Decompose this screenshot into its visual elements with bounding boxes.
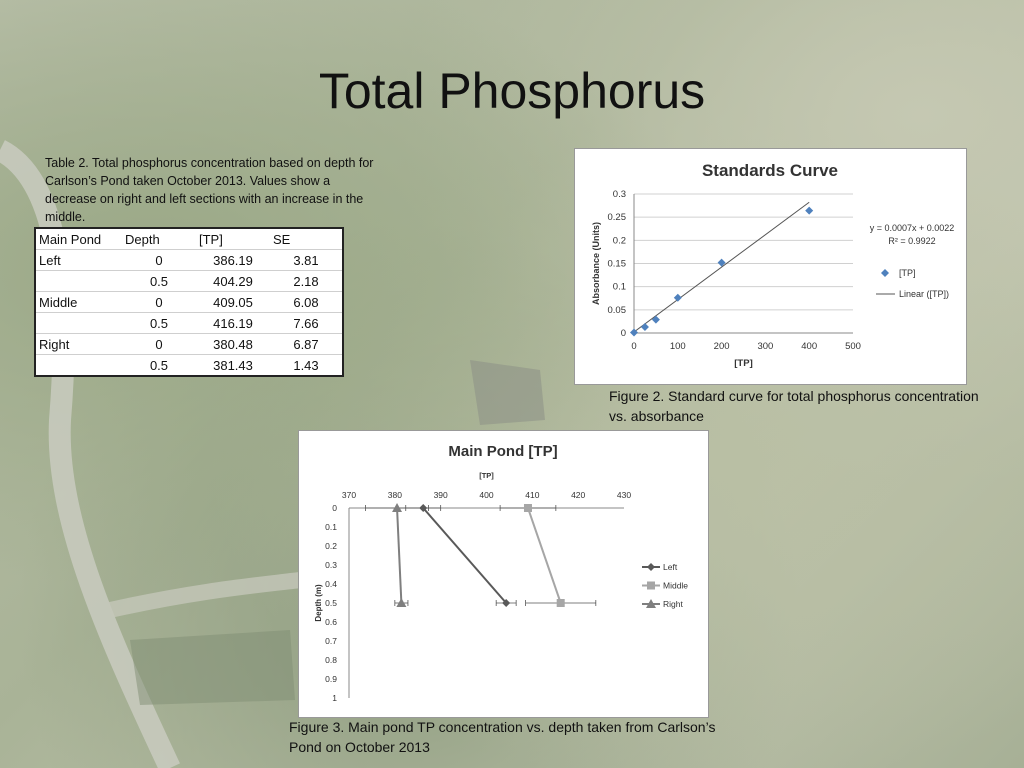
y-tick-label: 0.6 <box>325 617 337 627</box>
legend-label: Middle <box>663 580 689 591</box>
table-header-row <box>35 228 343 250</box>
standards-curve-chart-panel <box>574 148 967 385</box>
series-line <box>397 508 401 603</box>
x-tick-label: 420 <box>571 490 586 500</box>
trend-equation: y = 0.0007x + 0.0022 <box>869 223 955 233</box>
cell-tp: 409.05 <box>213 294 253 310</box>
x-tick-label: 400 <box>479 490 494 500</box>
x-tick-label: 100 <box>669 341 686 352</box>
y-tick-label: 0.3 <box>612 189 626 200</box>
y-tick-label: 0.1 <box>612 281 626 293</box>
y-tick-label: 0.25 <box>607 212 626 224</box>
series-line <box>528 508 561 603</box>
cell-depth: 0 <box>155 294 163 310</box>
col-header-tp: [TP] <box>199 231 223 247</box>
table-row <box>35 292 343 313</box>
cell-depth: 0 <box>155 252 163 268</box>
data-point <box>641 323 649 331</box>
figure-2-caption: Figure 2. Standard curve for total phosphorus concentration vs. absorbance <box>609 388 979 424</box>
cell-depth: 0.5 <box>149 357 169 373</box>
y-tick-label: 0.15 <box>607 258 626 270</box>
cell-depth: 0.5 <box>149 315 169 331</box>
cell-depth: 0 <box>155 336 163 352</box>
x-tick-label: 410 <box>525 490 540 500</box>
y-axis-label: Absorbance (Units) <box>591 221 601 306</box>
series-line <box>423 508 506 603</box>
y-tick-label: 0 <box>620 328 626 339</box>
table-caption: Table 2. Total phosphorus concentration based on depth for Carlson’s Pond taken October 2013. Values show a decrease on right and left sections with an increase in the middle. <box>45 156 374 224</box>
chart-title: Standards Curve <box>701 161 839 180</box>
data-point <box>652 316 660 324</box>
y-tick-label: 0.1 <box>325 522 337 532</box>
table-row <box>35 355 343 377</box>
col-header-se: SE <box>273 231 291 247</box>
x-axis-label: [TP] <box>734 358 753 369</box>
cell-tp: 386.19 <box>213 252 253 268</box>
trend-r2: R² = 0.9922 <box>888 236 936 246</box>
cell-se: 2.18 <box>293 273 319 289</box>
data-point <box>557 599 565 607</box>
x-axis-label: [TP] <box>479 471 494 480</box>
cell-se: 1.43 <box>293 357 319 373</box>
x-tick-label: 0 <box>631 341 637 352</box>
standards-curve-chart <box>575 149 966 384</box>
main-pond-chart <box>299 431 708 717</box>
x-tick-label: 400 <box>801 341 818 352</box>
table-row <box>35 271 343 292</box>
data-point <box>805 207 813 215</box>
cell-tp: 404.29 <box>213 273 253 289</box>
y-tick-label: 0 <box>332 503 337 513</box>
figure-3-caption: Figure 3. Main pond TP concentration vs. depth taken from Carlson’s Pond on October 2013 <box>289 719 716 755</box>
legend-label: [TP] <box>899 268 916 278</box>
x-tick-label: 300 <box>757 341 774 352</box>
y-axis-label: Depth (m) <box>314 584 323 622</box>
y-tick-label: 0.05 <box>607 304 626 316</box>
col-header-main-pond: Main Pond <box>39 231 102 247</box>
y-tick-label: 1 <box>332 693 337 703</box>
chart-title: Main Pond [TP] <box>448 443 558 460</box>
cell-tp: 416.19 <box>213 315 253 331</box>
x-tick-label: 200 <box>713 341 730 352</box>
phosphorus-table <box>34 227 344 377</box>
slide-title: Total Phosphorus <box>318 63 706 119</box>
x-tick-label: 500 <box>845 341 861 352</box>
cell-tp: 381.43 <box>213 357 253 373</box>
cell-section: Right <box>39 336 70 352</box>
legend-label: Left <box>663 562 678 572</box>
main-pond-chart-panel <box>298 430 709 718</box>
cell-section: Left <box>39 252 61 268</box>
y-tick-label: 0.8 <box>325 655 337 665</box>
y-tick-label: 0.5 <box>325 598 337 608</box>
cell-section <box>35 313 122 334</box>
data-point <box>674 294 682 302</box>
cell-tp: 380.48 <box>213 336 253 352</box>
cell-section <box>35 271 122 292</box>
cell-depth: 0.5 <box>149 273 169 289</box>
data-point <box>524 504 532 512</box>
cell-se: 3.81 <box>293 252 319 268</box>
table-row <box>35 250 343 271</box>
cell-se: 7.66 <box>293 315 319 331</box>
y-tick-label: 0.4 <box>325 579 337 589</box>
legend-label: Right <box>663 599 683 609</box>
x-tick-label: 430 <box>616 490 632 500</box>
x-tick-label: 380 <box>387 490 402 500</box>
table-row <box>35 334 343 355</box>
col-header-depth: Depth <box>125 231 160 247</box>
legend-marker <box>881 269 889 277</box>
cell-se: 6.08 <box>293 294 319 310</box>
y-tick-label: 0.7 <box>325 636 337 646</box>
x-tick-label: 370 <box>341 490 357 500</box>
cell-section <box>35 355 122 377</box>
y-tick-label: 0.9 <box>325 674 337 684</box>
y-tick-label: 0.3 <box>325 560 337 570</box>
table-row <box>35 313 343 334</box>
cell-section: Middle <box>39 294 78 310</box>
legend-label: Linear ([TP]) <box>899 289 950 299</box>
data-point <box>396 598 406 607</box>
y-tick-label: 0.2 <box>612 235 626 247</box>
legend-marker <box>647 563 655 571</box>
x-tick-label: 390 <box>433 490 448 500</box>
y-tick-label: 0.2 <box>325 541 337 551</box>
legend-marker <box>647 582 655 590</box>
cell-se: 6.87 <box>293 336 319 352</box>
trendline <box>634 202 809 332</box>
